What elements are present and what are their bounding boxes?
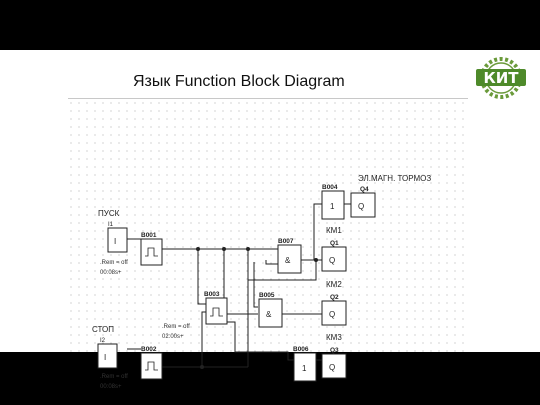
block-symbol: 1: [302, 364, 307, 373]
block-id: B007: [278, 238, 294, 245]
slide: [0, 50, 540, 390]
output-id: Q1: [330, 240, 339, 247]
block-symbol: &: [266, 310, 272, 319]
input-id: I2: [100, 338, 106, 344]
block-id: B002: [141, 346, 157, 353]
block-param: 02:00s+: [162, 334, 184, 340]
input-name: ПУСК: [98, 209, 120, 218]
input-name: СТОП: [92, 325, 115, 334]
output-name: КМ3: [326, 333, 342, 342]
block-param: .Rem = off: [100, 260, 128, 266]
input-symbol: I: [114, 237, 117, 246]
block-id: B003: [204, 291, 220, 298]
output-name: КМ1: [326, 226, 342, 235]
block-symbol: 1: [330, 202, 335, 211]
output-symbol: Q: [358, 202, 365, 211]
slide-title: Язык Function Block Diagram: [133, 73, 345, 90]
output-symbol: Q: [329, 256, 336, 265]
output-name: КМ2: [326, 280, 342, 289]
input-symbol: I: [104, 353, 107, 362]
output-id: Q3: [330, 347, 339, 354]
output-name: ЭЛ.МАГН. ТОРМОЗ: [358, 174, 432, 183]
function-block-diagram: [70, 102, 470, 390]
block-id: B006: [293, 346, 309, 353]
logo-text: КИТ: [483, 69, 519, 87]
block-symbol: &: [285, 256, 291, 265]
kit-logo: [468, 55, 534, 101]
block-id: B001: [141, 232, 157, 239]
block-id: B004: [322, 184, 338, 191]
title-underline: [68, 98, 468, 99]
output-symbol: Q: [329, 310, 336, 319]
output-id: Q4: [360, 186, 369, 193]
output-symbol: Q: [329, 363, 336, 372]
output-id: Q2: [330, 294, 339, 301]
block-param: 00:08s+: [100, 384, 122, 390]
block-param: .Rem = off: [162, 324, 190, 330]
block-id: B005: [259, 292, 275, 299]
input-id: I1: [108, 222, 114, 228]
block-param: 00:08s+: [100, 270, 122, 276]
block-param: .Rem = off: [100, 374, 128, 380]
